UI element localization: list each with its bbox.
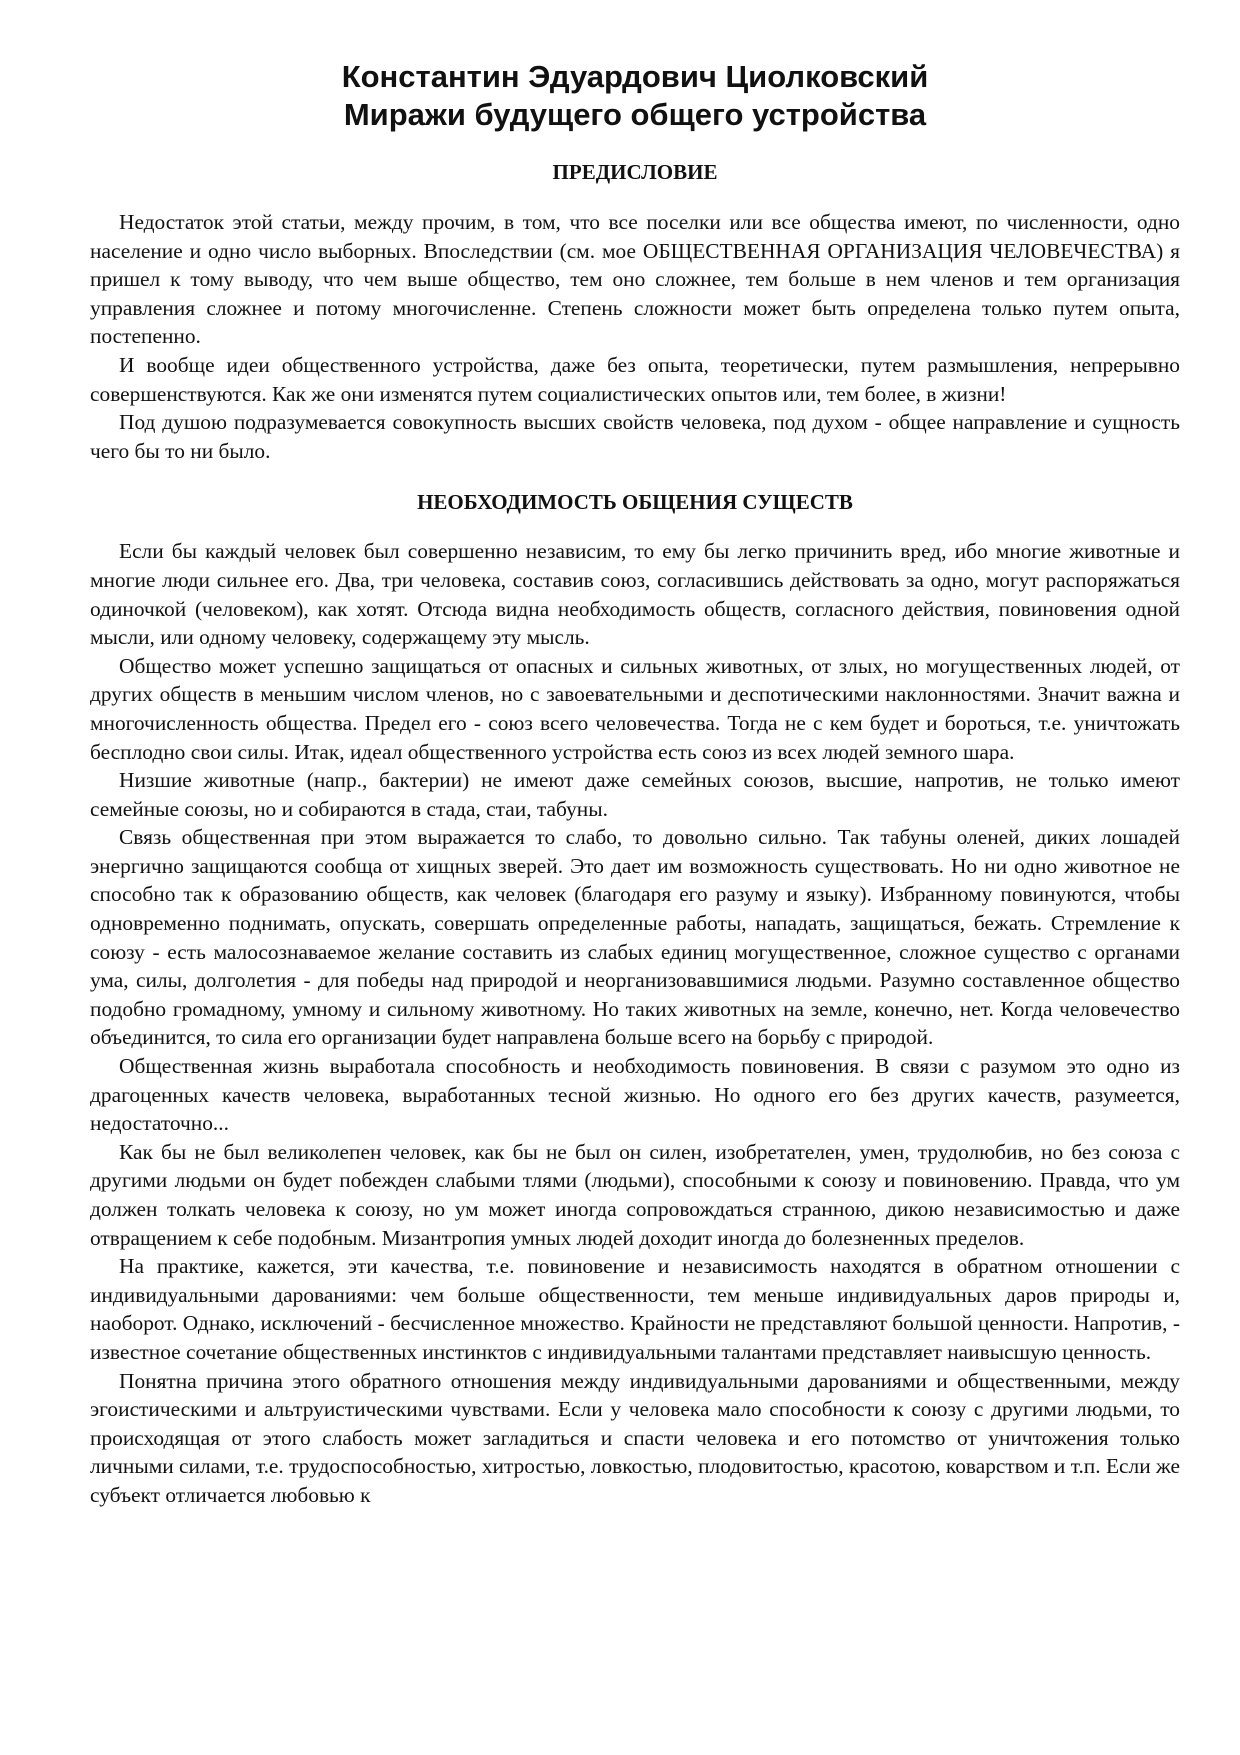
author-name: Константин Эдуардович Циолковский xyxy=(341,59,929,94)
preface-paragraph: И вообще идеи общественного устройства, даже без опыта, теоретически, путем размышления, непрерывно совершенствуются. Как же они изменятся путем социалистических опытов или, тем более, в жизни! xyxy=(90,352,1180,406)
body-paragraph: На практике, кажется, эти качества, т.е. повиновение и независимость находятся в обратном отношении с индивидуальными дарованиями: чем больше общественности, тем меньше индивидуальных даров природы и, наоборот. Однако, исключений - бесчисленное множество. Крайности не представляют большой ценности. Напротив, - известное сочетание общественных инстинктов с индивидуальными талантами представляет наивысшую ценность. xyxy=(90,1254,1180,1364)
body-paragraph: Общественная жизнь выработала способность и необходимость повиновения. В связи с разумом это одно из драгоценных качеств человека, выработанных тесной жизнью. Но одного его без других качеств, разумеется, недостаточно... xyxy=(90,1054,1180,1136)
body-paragraph: Общество может успешно защищаться от опасных и сильных животных, от злых, но могущественных людей, от других обществ в меньшим числом членов, но с завоевательными и деспотическими наклонностями. Значит важна и многочисленность общества. Предел его - союз всего человечества. Тогда не с кем будет и бороться, т.е. уничтожать бесплодно свои силы. Итак, идеал общественного устройства есть союз из всех людей земного шара. xyxy=(90,653,1180,764)
body-paragraph: Понятна причина этого обратного отношения между индивидуальными дарованиями и общественными, между эгоистическими и альтруистическими чувствами. Если у человека мало способности к союзу с другими людьми, то происходящая от этого слабость может загладиться и спасти человека и его потомство от уничтожения только личными силами, т.е. трудоспособностью, хитростью, ловкостью, плодовитостью, красотою, коварством и т.п. Если же субъект отличается любовью к xyxy=(90,1368,1180,1507)
preface-heading: ПРЕДИСЛОВИЕ xyxy=(552,160,718,184)
body-paragraph: Если бы каждый человек был совершенно независим, то ему бы легко причинить вред, ибо многие животные и многие люди сильнее его. Два, три человека, составив союз, согласившись действовать за одно, могут распоряжаться одиночкой (человеком), как хотят. Отсюда видна необходимость обществ, согласного действия, повиновения одной мысли, или одному человеку, содержащему эту мысль. xyxy=(90,539,1180,650)
necessity-section xyxy=(90,537,1180,1509)
document-page xyxy=(90,58,1180,1510)
document-title: Миражи будущего общего устройства xyxy=(343,97,927,132)
preface-paragraph: Недостаток этой статьи, между прочим, в том, что все поселки или все общества имеют, по численности, одно население и одно число выборных. Впоследствии (см. мое ОБЩЕСТВЕННАЯ ОРГАНИЗАЦИЯ ЧЕЛОВЕЧЕСТВА) я пришел к тому выводу, что чем выше общество, тем оно сложнее, тем больше в нем членов и тем организация управления сложнее и потому многочисленне. Степень сложности может быть определена только путем опыта, постепенно. xyxy=(90,210,1180,349)
body-paragraph: Связь общественная при этом выражается то слабо, то довольно сильно. Так табуны оленей, диких лошадей энергично защищаются сообща от хищных зверей. Это дает им возможность существовать. Но ни одно животное не способно так к образованию обществ, как человек (благодаря его разуму и языку). Избранному повинуются, чтобы одновременно поднимать, опускать, совершать определенные работы, нападать, защищаться, бежать. Стремление к союзу - есть малосознаваемое желание составить из слабых единиц могущественное, сложное существо с органами ума, силы, долголетия - для победы над природой и неорганизовавшимися людьми. Разумно составленное общество подобно громадному, умному и сильному животному. Но таких животных на земле, конечно, нет. Когда человечество объединится, то сила его организации будет направлена больше всего на борьбу с природой. xyxy=(90,825,1180,1050)
body-paragraph: Низшие животные (напр., бактерии) не имеют даже семейных союзов, высшие, напротив, не только имеют семейные союзы, но и собираются в стада, стаи, табуны. xyxy=(90,768,1180,821)
body-paragraph: Как бы не был великолепен человек, как бы не был он силен, изобретателен, умен, трудолюбив, но без союза с другими людьми он будет побежден слабыми тлями (людьми), способными к союзу и повиновению. Правда, что ум должен толкать человека к союзу, но ум может иногда сопровождаться странною, дикою независимостью и даже отвращением к себе подобным. Мизантропия умных людей доходит иногда до болезненных пределов. xyxy=(90,1139,1180,1250)
necessity-heading: НЕОБХОДИМОСТЬ ОБЩЕНИЯ СУЩЕСТВ xyxy=(417,490,853,515)
preface-section xyxy=(90,208,1180,465)
preface-paragraph: Под душою подразумевается совокупность высших свойств человека, под духом - общее направление и сущность чего бы то ни было. xyxy=(90,410,1180,463)
